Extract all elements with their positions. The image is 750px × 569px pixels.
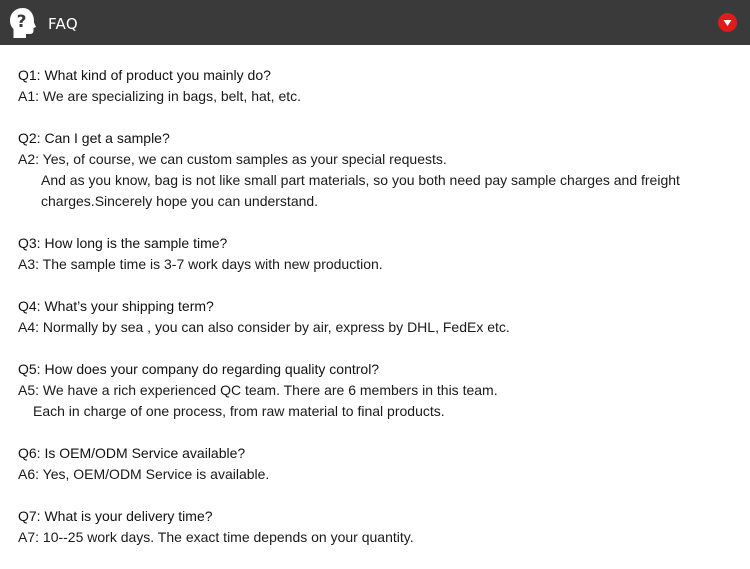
question-7: Q7: What is your delivery time? — [18, 508, 213, 524]
faq-list — [18, 65, 730, 569]
answer-3: A3: The sample time is 3-7 work days with new production. — [18, 256, 383, 272]
answer-5: A5: We have a rich experienced QC team. There are 6 members in this team. — [18, 382, 498, 398]
question-5: Q5: How does your company do regarding quality control? — [18, 361, 380, 377]
answer-6: A6: Yes, OEM/ODM Service is available. — [18, 466, 270, 482]
chevron-down-icon — [718, 13, 737, 32]
faq-item-3 — [18, 233, 730, 275]
question-2: Q2: Can I get a sample? — [18, 130, 170, 146]
faq-item-6 — [18, 443, 730, 485]
faq-item-5 — [18, 359, 730, 422]
answer-2: A2: Yes, of course, we can custom samples as your special requests. — [18, 151, 447, 167]
answer-4: A4: Normally by sea , you can also consider by air, express by DHL, FedEx etc. — [18, 319, 510, 335]
answer-2-line-3: charges.Sincerely hope you can understand. — [41, 193, 319, 209]
collapse-button[interactable] — [718, 13, 737, 32]
answer-2-line-2: And as you know, bag is not like small part materials, so you both need pay sample charges and freight — [41, 172, 680, 188]
faq-item-2 — [18, 128, 730, 212]
faq-item-4 — [18, 296, 730, 338]
faq-item-7 — [18, 506, 730, 548]
svg-text:?: ? — [16, 12, 27, 32]
question-head-icon — [6, 6, 40, 40]
question-3: Q3: How long is the sample time? — [18, 235, 228, 251]
question-4: Q4: What’s your shipping term? — [18, 298, 214, 314]
page-title: FAQ — [48, 15, 78, 33]
answer-5-line-2: Each in charge of one process, from raw material to final products. — [33, 403, 445, 419]
faq-header — [0, 0, 750, 45]
faq-item-1 — [18, 65, 730, 107]
answer-7: A7: 10--25 work days. The exact time depends on your quantity. — [18, 529, 414, 545]
question-6: Q6: Is OEM/ODM Service available? — [18, 445, 246, 461]
answer-1: A1: We are specializing in bags, belt, hat, etc. — [18, 88, 302, 104]
question-1: Q1: What kind of product you mainly do? — [18, 67, 271, 83]
